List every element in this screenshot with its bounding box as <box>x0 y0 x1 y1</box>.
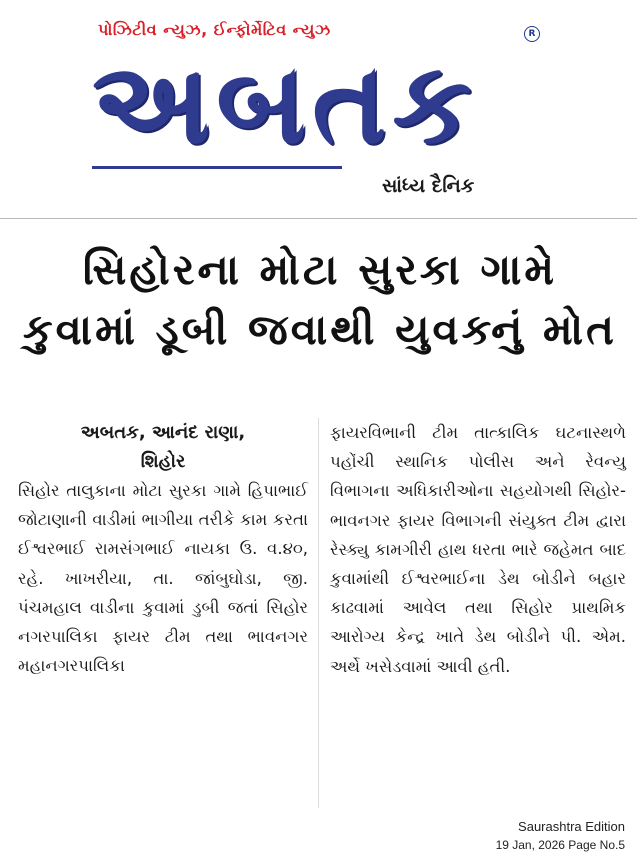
date-page-label: 19 Jan, 2026 Page No.5 <box>495 838 625 852</box>
logo-underline <box>92 166 342 169</box>
headline-line-1: સિહોરના મોટા સુરકા ગામે <box>82 245 558 294</box>
byline-author: અબતક, આનંદ રાણા, <box>80 422 246 443</box>
article-column-right <box>330 418 626 681</box>
article-body-left: સિહોર તાલુકાના મોટા સુરકા ગામે હિપાભાઈ જોટાણાની વાડીમાં ભાગીયા તરીકે કામ કરતા ઈશ્વરભાઈ રામસંગભાઈ નાયકા ઉ. વ.૪૦, રહે. ખાખરીયા, તા. જાંબુઘોડા, જી. પંચમહાલ વાડીના કુવામાં ડુબી જતાં સિહોર નગરપાલિકા ફાયર ટીમ તથા ભાવનગર મહાનગરપાલિકા <box>18 481 308 676</box>
edition-label: Saurashtra Edition <box>518 819 625 834</box>
byline <box>18 418 308 476</box>
page-footer <box>496 818 625 854</box>
article-headline <box>22 240 618 360</box>
column-divider <box>318 418 319 808</box>
masthead-subtitle: સાંધ્ય દૈનિક <box>382 175 475 197</box>
registered-trademark-icon: R <box>524 26 540 42</box>
newspaper-logo: અબતક <box>92 42 478 166</box>
masthead <box>0 0 637 210</box>
byline-place: શિહોર <box>140 451 186 472</box>
article-body-right: ફાયરવિભાની ટીમ તાત્કાલિક ઘટનાસ્થળે પહોંચી સ્થાનિક પોલીસ અને રેવન્યુ વિભાગના અધિકારીઓના સહયોગથી સિહોર- ભાવનગર ફાયર વિભાગની સંયુક્ત ટીમ દ્વારા રેસ્ક્યુ કામગીરી હાથ ધરતા ભારે જહેમત બાદ કુવામાંથી ઈશ્વરભાઈના ડેથ બોડીને બહાર કાઢવામાં આવેલ તથા સિહોર પ્રાથમિક આરોગ્ય કેન્દ્ર ખાતે ડેથ બોડીને પી. એમ. અર્થે ખસેડવામાં આવી હતી. <box>330 423 626 676</box>
headline-line-2: કુવામાં ડૂબી જવાથી યુવક્નું મોત <box>22 305 618 354</box>
masthead-tagline: પોઝિટીવ ન્યુઝ, ઈન્ફોર્મેટિવ ન્યુઝ <box>98 20 331 39</box>
article-column-left <box>18 418 308 680</box>
masthead-divider <box>0 218 637 219</box>
